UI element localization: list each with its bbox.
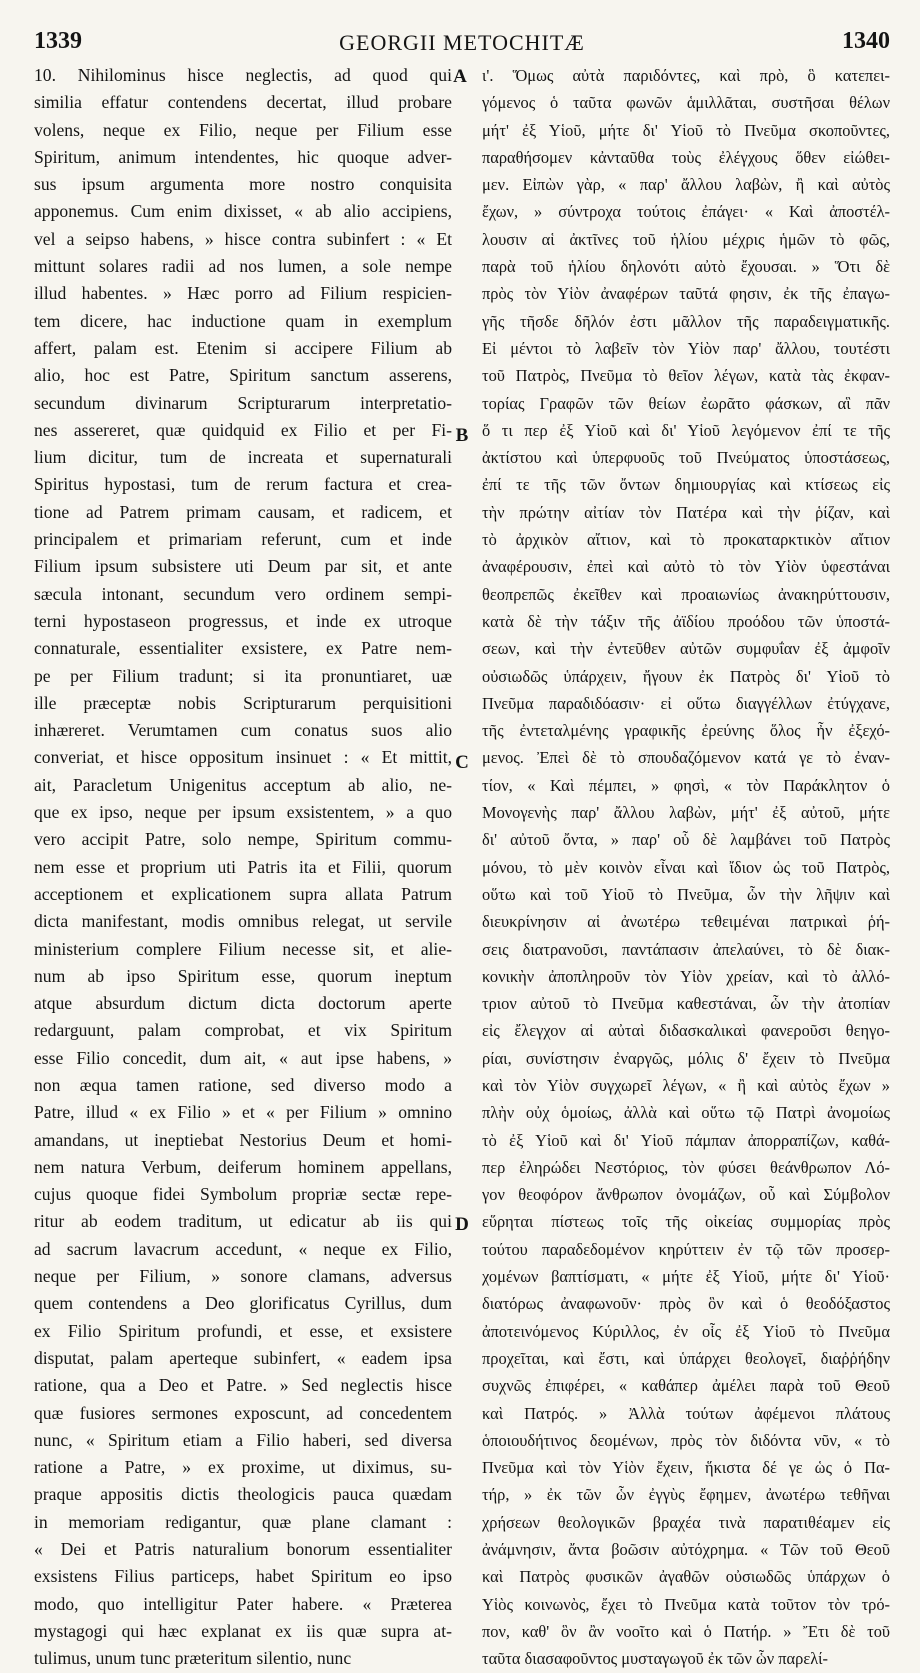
text-line: τῆς ἐντεταλμένης γραφικῆς ἐρεύνης ὅλος ἦν ἐξεχό- xyxy=(482,721,890,741)
text-line: προχεῖται, καὶ ἔστι, καὶ ὑπάρχει θεολογεῖ, διαῤῥήδην xyxy=(482,1348,890,1368)
text-line: καὶ τὸν Υἱὸν συγχωρεῖ λέγων, « ἢ καὶ αὐτὸς ἔχων » xyxy=(482,1075,890,1095)
text-line: Μονογενὴς παρ' ἄλλου λαβὼν, μήτ' ἐξ αὐτοῦ, μήτε xyxy=(482,803,890,823)
text-line: χρήσεων θεολογικῶν βραχέα τινὰ παρατιθέαμεν εἰς xyxy=(482,1512,890,1532)
text-line: esse Filio concedit, dum ait, « aut ipse habens, » xyxy=(34,1047,452,1068)
text-line: ι'. Ὅμως αὐτὰ παριδόντες, καὶ πρὸ, ὃ κατεπει- xyxy=(482,66,890,85)
text-line: Spiritum, animum intendentes, hic quoque adver- xyxy=(34,146,452,167)
greek-column xyxy=(482,62,890,1673)
text-line: ratione, qua a Deo et Patre. » Sed neglectis hisce xyxy=(34,1375,452,1396)
text-line: ὅ τι περ ἐξ Υἱοῦ καὶ δι' Υἱοῦ λεγόμενον ἐπί τε τῆς xyxy=(482,420,890,440)
text-line: γον θεοφόρον ἄνθρωπον ὀνομάζων, οὗ καὶ Σύμβολον xyxy=(482,1185,890,1205)
text-line: σεις διατρανοῦσι, παντάπασιν ἀπελαύνει, τὸ δὲ διακ- xyxy=(482,939,890,959)
margin-marker-d: D xyxy=(455,1214,469,1235)
text-line: apponemus. Cum enim dixisset, « ab alio accipiens, xyxy=(34,201,452,222)
text-line: nes assereret, quæ quidquid ex Filio et per Fi- xyxy=(34,419,452,440)
margin-marker-c: C xyxy=(455,752,469,773)
text-line: δι' αὐτοῦ ὄντα, » παρ' οὗ δὲ λαμβάνει τοῦ Πατρὸς xyxy=(482,830,890,850)
text-line: terni hypostaseon progressus, et inde ex utroque xyxy=(34,610,452,631)
text-line: tione ad Patrem primam causam, et radicem, et xyxy=(34,501,452,522)
text-line: in memoriam redigantur, quæ plane clamant : xyxy=(34,1511,452,1532)
text-line: Εἰ μέντοι τὸ λαβεῖν τὸν Υἱὸν παρ' ἄλλου, τουτέστι xyxy=(482,338,890,358)
text-line: τοῦ Πατρὸς, Πνεῦμα τὸ θεῖον λέγων, κατὰ τὰς ἐκφαν- xyxy=(482,366,890,386)
text-line: 10. Nihilominus hisce neglectis, ad quod qui xyxy=(34,65,452,85)
margin-marker-b: B xyxy=(455,425,469,446)
text-line: num ab ipso Spiritum esse, quorum ineptum xyxy=(34,965,452,986)
text-line: illud habentes. » Hæc porro ad Filium respicien- xyxy=(34,283,452,304)
text-line: tulimus, unum tunc præteritum silentio, nunc xyxy=(34,1648,352,1669)
text-line: ρίαι, συνίστησιν ἐναργῶς, μόλις δ' ἔχειν τὸ Πνεῦμα xyxy=(482,1048,890,1068)
text-line: principalem et primariam referunt, cum et inde xyxy=(34,529,452,550)
text-line: Υἱὸς κοινωνὸς, ἔχει τὸ Πνεῦμα κατὰ τοῦτον τὸν τρό- xyxy=(482,1594,890,1614)
text-line: redarguunt, palam comprobat, et vix Spiritum xyxy=(34,1020,452,1041)
text-line: mittunt solares radii ad nos lumen, a sole nempe xyxy=(34,256,452,277)
text-line: Spiritus hypostasi, tum de rerum factura et crea- xyxy=(34,474,452,495)
text-line: cujus quoque fidei Symbolum propriæ sectæ repe- xyxy=(34,1184,452,1205)
text-line: τὸ ἀρχικὸν αἴτιον, καὶ τὸ προκαταρκτικὸν αἴτιον xyxy=(482,530,890,550)
text-line: nem natura Verbum, deiferum hominem appellans, xyxy=(34,1156,452,1177)
text-line: τορίας Γραφῶν τῶν θείων ἐωρᾶτο φάσκων, αἳ πᾶν xyxy=(482,393,890,413)
text-line: παραθήσομεν κἀνταῦθα τοὺς ἐλέγχους ὅθεν εἰώθει- xyxy=(482,147,890,167)
text-line: sus ipsum argumenta more nostro conquisita xyxy=(34,174,452,195)
text-line: γῆς τῆσδε δῆλόν ἐστι μᾶλλον τῆς παραδειγματικῆς. xyxy=(482,311,890,331)
text-line: Πνεῦμα παραδιδόασιν· εἰ οὕτω διαγγέλλων ἐτύγχανε, xyxy=(482,693,890,713)
text-line: ἐπί τε τῆς τῶν ὄντων δημιουργίας καὶ κτίσεως εἰς xyxy=(482,475,890,495)
text-line: τὸ ἐξ Υἱοῦ καὶ δι' Υἱοῦ πάμπαν ἀπορραπίζων, καθά- xyxy=(482,1130,890,1150)
text-line: connaturale, essentialiter exsistere, ex Patre nem- xyxy=(34,638,452,659)
text-line: εἰς ἔλεγχον αἱ αὐταὶ διδασκαλικαὶ φανεροῦσι θεηγο- xyxy=(482,1021,890,1041)
text-line: sæcula intonant, secundum vero ordinem sempi- xyxy=(34,583,452,604)
text-line: ἀνάμνησιν, ἄντα βοῶσιν αὐτόχρημα. « Τῶν τοῦ Θεοῦ xyxy=(482,1540,890,1560)
text-line: vel a seipso habens, » hisce contra subinfert : « Et xyxy=(34,228,452,249)
text-line: ἀποτεινόμενος Κύριλλος, ἐν οἷς ἐξ Υἱοῦ τὸ Πνεῦμα xyxy=(482,1321,890,1341)
text-line: θεοπρεπῶς ἐκεῖθεν καὶ προαιωνίως ἀνακηρύττουσιν, xyxy=(482,584,890,604)
text-line: Πνεῦμα καὶ τὸν Υἱὸν ἔχειν, ἥκιστα δέ γε ὡς ὁ Πα- xyxy=(482,1458,890,1478)
text-line: λουσιν αἱ ἀκτῖνες τοῦ ἡλίου μέχρις ἡμῶν τὸ φῶς, xyxy=(482,229,890,249)
text-line: que ex ipso, neque per ipsum exsistentem, » a quo xyxy=(34,802,452,823)
page-number-left: 1339 xyxy=(34,28,82,54)
text-line: quem contendens a Deo glorificatus Cyrillus, dum xyxy=(34,1293,452,1314)
text-line: lium dicitur, tum de increata et supernaturali xyxy=(34,447,452,468)
text-line: similia effatur contendens decertat, illud probare xyxy=(34,92,452,113)
text-line: ἔχων, » σύντροχα τούτοις ἐπάγει· « Καὶ ἀποστέλ- xyxy=(482,202,890,222)
text-line: ratione a Patre, » ex proxime, ut diximus, su- xyxy=(34,1457,452,1478)
text-line: volens, neque ex Filio, neque per Filium esse xyxy=(34,119,452,140)
text-line: ἀναφέρουσιν, ἐπεὶ καὶ αὐτὸ τὸ τὸν Υἱὸν ὑφεστάναι xyxy=(482,557,890,577)
running-header xyxy=(34,26,890,56)
text-line: affert, palam est. Etenim si accipere Filium ab xyxy=(34,337,452,358)
text-line: τίον, « Καὶ πέμπει, » φησὶ, « τὸν Παράκλητον ὁ xyxy=(482,775,890,795)
text-line: ταῦτα διασαφοῦντος μυσταγωγοῦ ἐκ τῶν ὧν παρελί- xyxy=(482,1649,829,1669)
text-line: nunc, « Spiritum etiam a Filio haberi, sed diversa xyxy=(34,1429,452,1450)
text-line: tem dicere, hac inductione quam in exemplum xyxy=(34,310,452,331)
text-line: τὴν πρώτην αἰτίαν τὸν Πατέρα καὶ τὴν ῥίζαν, καὶ xyxy=(482,502,890,522)
text-line: alio, hoc est Patre, Spiritum sanctum asserens, xyxy=(34,365,452,386)
text-line: μενος. Ἐπεὶ δὲ τὸ σπουδαζόμενον κατά γε τὸ ἐναν- xyxy=(482,748,890,768)
text-line: καὶ Πατρὸς φυσικῶν ἀγαθῶν οὐσιωδῶς ὑπάρχων ὁ xyxy=(482,1567,890,1587)
text-line: διευκρίνησιν αἱ ἀνωτέρω τεθειμέναι πατρικαὶ ῥή- xyxy=(482,912,890,932)
text-line: ex Filio Spiritum profundi, et esse, et exsistere xyxy=(34,1320,452,1341)
text-line: nem esse et proprium uti Patris ita et Filii, quorum xyxy=(34,856,452,877)
text-line: οὕτω καὶ τοῦ Υἱοῦ τὸ Πνεῦμα, ὧν τὴν λῆψιν καὶ xyxy=(482,884,890,904)
text-line: ad sacrum lavacrum accedunt, « neque ex Filio, xyxy=(34,1238,452,1259)
text-line: ait, Paracletum Unigenitus acceptum ab alio, ne- xyxy=(34,774,452,795)
text-line: τριον αὐτοῦ τὸ Πνεῦμα καθεστάναι, ὧν τὴν ἀτοπίαν xyxy=(482,994,890,1014)
text-line: ὁποιουδήτινος δεομένων, πρὸς τὸν διδόντα νῦν, « τὸ xyxy=(482,1430,890,1450)
text-line: praque appositis dictis theologicis pauca quædam xyxy=(34,1484,452,1505)
margin-marker-a: A xyxy=(453,66,467,87)
text-line: διατόρως ἀναφωνοῦν· πρὸς ὃν καὶ ὁ θεοδόξαστος xyxy=(482,1294,890,1314)
text-line: σεων, καὶ τὴν ἐντεῦθεν αὐτῶν συμφυΐαν ἐξ ἀμφοῖν xyxy=(482,639,890,659)
text-line: μεν. Εἰπὼν γὰρ, « παρ' ἄλλου λαβὼν, ἢ καὶ αὐτὸς xyxy=(482,175,890,195)
text-line: πρὸς τὸν Υἱὸν ἀναφέρων ταῦτά φησιν, ἐκ τῆς ἐπαγω- xyxy=(482,284,890,304)
text-line: οὐσιωδῶς ὑπάρχειν, ἤγουν ἐκ Πατρὸς δι' Υἱοῦ τὸ xyxy=(482,666,890,686)
text-line: πον, καθ' ὃν ἂν νοοῖτο καὶ ὁ Πατήρ. » Ἔτι δὲ τοῦ xyxy=(482,1621,890,1641)
latin-column xyxy=(34,62,452,1673)
text-line: modo, quo intelligitur Pater habere. « Præterea xyxy=(34,1593,452,1614)
text-line: ministerium complere Filium necesse sit, et alie- xyxy=(34,938,452,959)
text-line: Patre, illud « ex Filio » et « per Filium » omnino xyxy=(34,1102,452,1123)
text-line: dicta manifestant, modis omnibus relegat, ut servile xyxy=(34,911,452,932)
text-line: κονικὴν ἀποπληροῦν τὸν Υἱὸν χρείαν, καὶ τὸ ἀλλό- xyxy=(482,966,890,986)
text-line: vero accipit Patre, solo nempe, Spiritum commu- xyxy=(34,829,452,850)
text-line: καὶ Πατρός. » Ἀλλὰ τούτων ἀφέμενοι πλάτους xyxy=(482,1403,890,1423)
text-line: « Dei et Patris naturalium bonorum essentialiter xyxy=(34,1539,452,1560)
text-line: atque absurdum dictum dicta doctorum aperte xyxy=(34,993,452,1014)
text-line: περ ἐληρώδει Νεστόριος, τὸν φύσει θεάνθρωπον Λό- xyxy=(482,1157,890,1177)
text-line: ritur ab eodem traditum, ut edicatur ab iis qui xyxy=(34,1211,452,1232)
text-line: κατὰ δὲ τὴν τάξιν τῆς ἀϊδίου προόδου τῶν ὑποστά- xyxy=(482,611,890,631)
text-line: mystagogi qui hæc explanat ex iis quæ supra at- xyxy=(34,1620,452,1641)
text-line: neque per Filium, » sonore clamans, adversus xyxy=(34,1266,452,1287)
text-line: μήτ' ἐξ Υἱοῦ, μήτε δι' Υἱοῦ τὸ Πνεῦμα σκοποῦντες, xyxy=(482,120,890,140)
text-line: ille præceptæ nobis Scripturarum perquisitioni xyxy=(34,692,452,713)
text-line: εὕρηται πίστεως τοῖς τῆς οἰκείας συμμορίας πρὸς xyxy=(482,1212,890,1232)
text-line: τήρ, » ἐκ τῶν ὧν ἐγγὺς ἔφημεν, ἀνωτέρω τεθῆναι xyxy=(482,1485,890,1505)
text-line: ἀκτίστου καὶ ὑπερφυοῦς τοῦ Πνεύματος ὑποστάσεως, xyxy=(482,448,890,468)
text-line: Filium ipsum subsistere uti Deum par sit, et ante xyxy=(34,556,452,577)
text-line: secundum divinarum Scripturarum interpretatio- xyxy=(34,392,452,413)
text-line: inhæreret. Verumtamen cum conatus suos alio xyxy=(34,720,452,741)
text-line: disputat, palam aperteque subinfert, « eadem ipsa xyxy=(34,1347,452,1368)
text-line: παρὰ τοῦ ἡλίου δηλονότι αὐτὸ ἔχουσαι. » Ὅτι δὲ xyxy=(482,257,890,277)
text-line: τούτου παραδεδομένον κηρύττειν ἐν τῷ τῶν προσερ- xyxy=(482,1239,890,1259)
text-line: χομένων βαπτίσματι, « μήτε ἐξ Υἱοῦ, μήτε δι' Υἱοῦ· xyxy=(482,1267,890,1287)
text-line: quæ fusiores sermones exposcunt, ad concedentem xyxy=(34,1402,452,1423)
text-line: pe per Filium tradunt; si ita pronuntiaret, uæ xyxy=(34,665,452,686)
text-line: μόνου, τὸ μὲν κοινὸν εἶναι καὶ ἴδιον ὡς τοῦ Πατρὸς, xyxy=(482,857,890,877)
page-number-right: 1340 xyxy=(842,28,890,54)
text-line: συχνῶς ἐπιφέρει, « καθάπερ ἀμέλει παρὰ τοῦ Θεοῦ xyxy=(482,1376,890,1396)
text-line: acceptionem et explicationem supra allata Patrum xyxy=(34,883,452,904)
text-line: γόμενος ὁ ταῦτα φωνῶν ἁμιλλᾶται, συστῆσαι θέλων xyxy=(482,93,890,113)
text-line: amandans, ut ineptiebat Nestorius Deum et homi- xyxy=(34,1129,452,1150)
text-line: πλὴν οὐχ ὁμοίως, ἀλλὰ καὶ οὕτω τῷ Πατρὶ ἀνομοίως xyxy=(482,1103,890,1123)
running-title: GEORGII METOCHITÆ xyxy=(339,30,585,55)
text-line: converiat, et hisce oppositum insinuet : « Et mittit, xyxy=(34,747,452,768)
text-line: non æqua tamen ratione, sed diverso modo a xyxy=(34,1074,452,1095)
text-line: exsistens Filius particeps, habet Spiritum eo ipso xyxy=(34,1566,452,1587)
